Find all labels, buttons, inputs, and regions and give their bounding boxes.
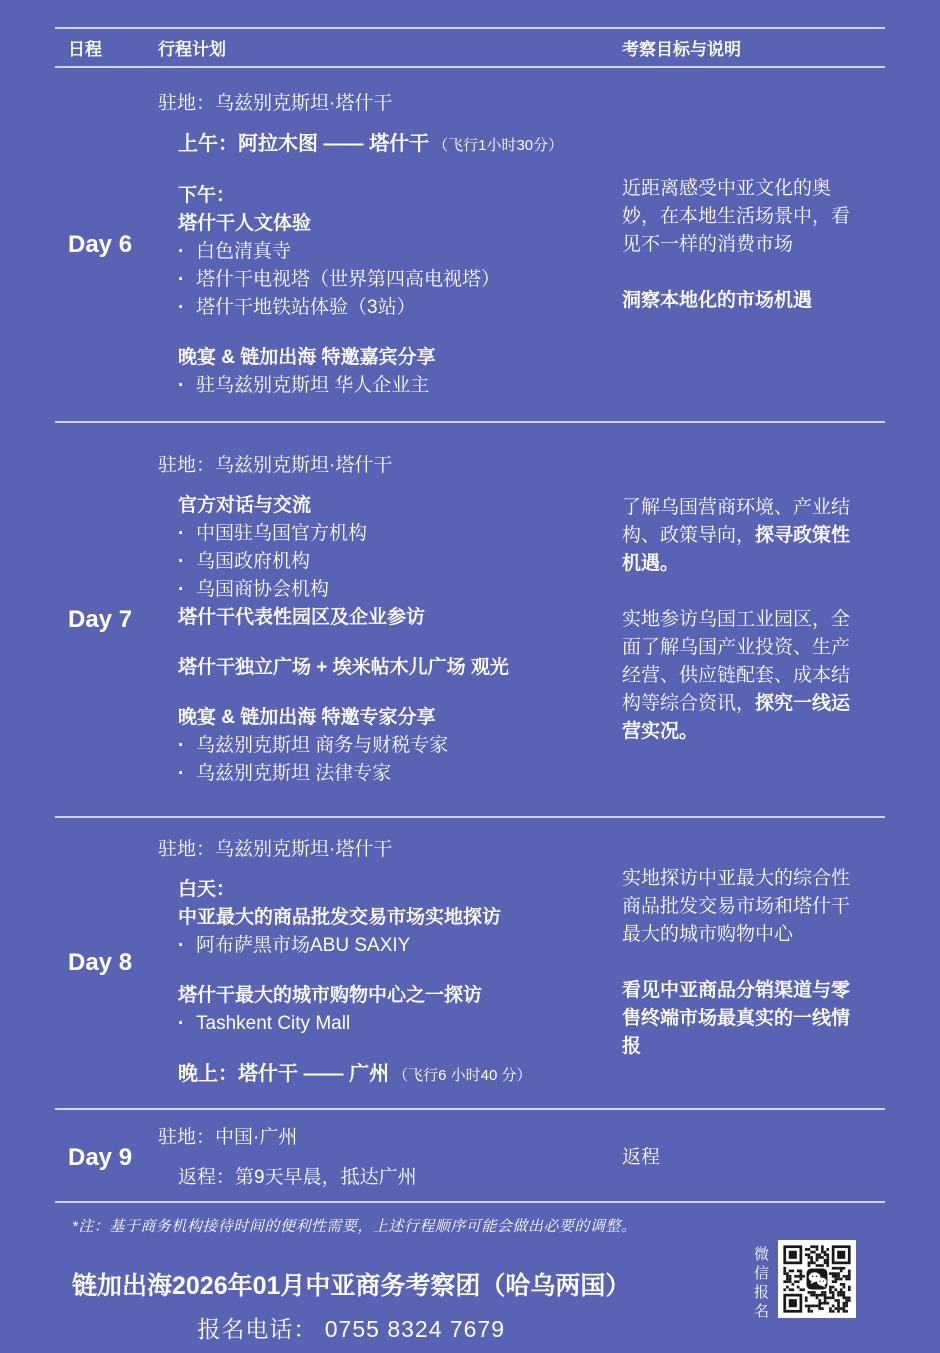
goal-text: 探究一线运营实况。 xyxy=(622,692,851,742)
goal-text: 返程 xyxy=(622,1147,661,1168)
goal-text: 探寻政策性机遇。 xyxy=(622,524,851,574)
qr-label: 微信报名 xyxy=(752,1246,769,1322)
plan-line: 塔什干独立广场 + 埃米帖木儿广场 观光 xyxy=(178,656,509,678)
plan-line: 驻地：乌兹别克斯坦·塔什干 xyxy=(158,839,393,860)
plan-line xyxy=(178,760,615,788)
plan-line xyxy=(178,372,615,400)
plan-cell xyxy=(155,68,615,421)
plan-line xyxy=(178,130,615,160)
phone-number: 报名电话： 0755 8324 7679 xyxy=(197,1316,506,1342)
bullet-text: 塔什干地铁站体验（3站） xyxy=(196,296,416,318)
bullet-dot: · xyxy=(178,522,185,544)
bullet-dot: · xyxy=(178,762,185,784)
day-row xyxy=(55,423,885,818)
bullet-text: 驻乌兹别克斯坦 华人企业主 xyxy=(196,374,430,396)
plan-line: 返程：第9天早晨，抵达广州 xyxy=(178,1167,417,1188)
bullet-dot: · xyxy=(178,240,185,262)
goals-cell xyxy=(615,423,885,816)
plan-line xyxy=(178,294,615,322)
goal-text: 实地探访中亚最大的综合性商品批发交易市场和塔什干最大的城市购物中心 xyxy=(622,868,851,945)
plan-line: 中亚最大的商品批发交易市场实地探访 xyxy=(178,907,502,928)
bullet-dot: · xyxy=(178,1013,185,1034)
day-label: Day 7 xyxy=(68,605,133,633)
bullet-text: 乌兹别克斯坦 法律专家 xyxy=(196,762,392,784)
day-row xyxy=(55,818,885,1110)
bullet-text: 白色清真寺 xyxy=(196,240,292,262)
goal-paragraph xyxy=(622,287,862,315)
flight-duration: （飞行1小时30分） xyxy=(433,136,564,154)
footnote: *注：基于商务机构接待时间的便利性需要，上述行程顺序可能会做出必要的调整。 xyxy=(72,1218,637,1235)
column-header-goals: 考察目标与说明 xyxy=(622,40,741,59)
plan-line xyxy=(178,732,615,760)
tour-title: 链加出海2026年01月中亚商务考察团（哈乌两国） xyxy=(72,1272,631,1300)
bullet-dot: · xyxy=(178,578,185,600)
goal-paragraph xyxy=(622,1144,862,1172)
plan-line: 驻地：中国·广州 xyxy=(158,1127,298,1148)
bullet-dot: · xyxy=(178,734,185,756)
column-header-day: 日程 xyxy=(68,40,102,59)
plan-line: 晚宴 & 链加出海 特邀嘉宾分享 xyxy=(178,346,436,368)
plan-line: 官方对话与交流 xyxy=(178,494,312,516)
plan-line: 驻地：乌兹别克斯坦·塔什干 xyxy=(158,454,393,476)
day-label: Day 6 xyxy=(68,230,133,258)
plan-line: 晚宴 & 链加出海 特邀专家分享 xyxy=(178,706,436,728)
plan-line xyxy=(178,1060,615,1090)
goal-text: 了解乌国营商环境、产业结构、政策导向， xyxy=(622,496,851,546)
day-rows xyxy=(55,68,885,1203)
plan-line: 塔什干人文体验 xyxy=(178,212,312,234)
plan-line xyxy=(178,238,615,266)
bullet-dot: · xyxy=(178,268,185,290)
plan-line: 塔什干代表性园区及企业参访 xyxy=(178,606,426,628)
bullet-text: 阿布萨黑市场ABU SAXIY xyxy=(196,935,411,956)
goal-paragraph xyxy=(622,977,862,1061)
plan-line: 塔什干最大的城市购物中心之一探访 xyxy=(178,985,483,1006)
qr-code-pattern xyxy=(778,1240,856,1318)
day-row xyxy=(55,1110,885,1203)
wechat-qr-code xyxy=(778,1240,856,1318)
goal-paragraph xyxy=(622,865,862,949)
plan-cell xyxy=(155,423,615,816)
plan-line xyxy=(178,576,615,604)
table-header xyxy=(55,27,885,68)
day-row xyxy=(55,68,885,423)
bullet-text: Tashkent City Mall xyxy=(196,1013,351,1034)
footer xyxy=(72,1266,630,1344)
plan-line xyxy=(178,932,615,960)
plan-line xyxy=(178,548,615,576)
plan-cell xyxy=(155,1110,615,1206)
bullet-dot: · xyxy=(178,550,185,572)
plan-line: 白天： xyxy=(178,879,236,900)
goal-paragraph xyxy=(622,606,862,746)
bullet-text: 塔什干电视塔（世界第四高电视塔） xyxy=(196,268,501,290)
plan-line xyxy=(178,266,615,294)
plan-line xyxy=(178,520,615,548)
bullet-text: 乌国政府机构 xyxy=(196,550,311,572)
plan-line: 下午： xyxy=(178,184,236,206)
plan-line: 驻地：乌兹别克斯坦·塔什干 xyxy=(158,92,393,114)
segment-title: 晚上：塔什干 —— 广州 xyxy=(178,1063,390,1085)
goals-cell xyxy=(615,1110,885,1206)
bullet-dot: · xyxy=(178,374,185,396)
bullet-dot: · xyxy=(178,296,185,318)
day-label: Day 9 xyxy=(68,1144,133,1171)
goals-cell xyxy=(615,68,885,421)
flight-duration: （飞行6 小时40 分） xyxy=(393,1067,532,1084)
bullet-text: 中国驻乌国官方机构 xyxy=(196,522,368,544)
segment-title: 上午：阿拉木图 —— 塔什干 xyxy=(178,132,430,155)
goal-text: 洞察本地化的市场机遇 xyxy=(622,289,813,311)
goal-text: 看见中亚商品分销渠道与零售终端市场最真实的一线情报 xyxy=(622,980,851,1057)
goal-paragraph xyxy=(622,175,862,259)
wechat-signup xyxy=(750,1240,856,1322)
goal-text: 实地参访乌国工业园区，全面了解乌国产业投资、生产经营、供应链配套、成本结构等综合资讯， xyxy=(622,608,851,714)
bullet-dot: · xyxy=(178,935,185,956)
plan-line xyxy=(178,1010,615,1038)
day-label: Day 8 xyxy=(68,949,133,976)
column-header-plan: 行程计划 xyxy=(158,40,226,59)
plan-cell xyxy=(155,818,615,1108)
bullet-text: 乌国商协会机构 xyxy=(196,578,330,600)
goals-cell xyxy=(615,818,885,1108)
goal-text: 近距离感受中亚文化的奥妙，在本地生活场景中，看见不一样的消费市场 xyxy=(622,177,851,255)
goal-paragraph xyxy=(622,494,862,578)
bullet-text: 乌兹别克斯坦 商务与财税专家 xyxy=(196,734,449,756)
